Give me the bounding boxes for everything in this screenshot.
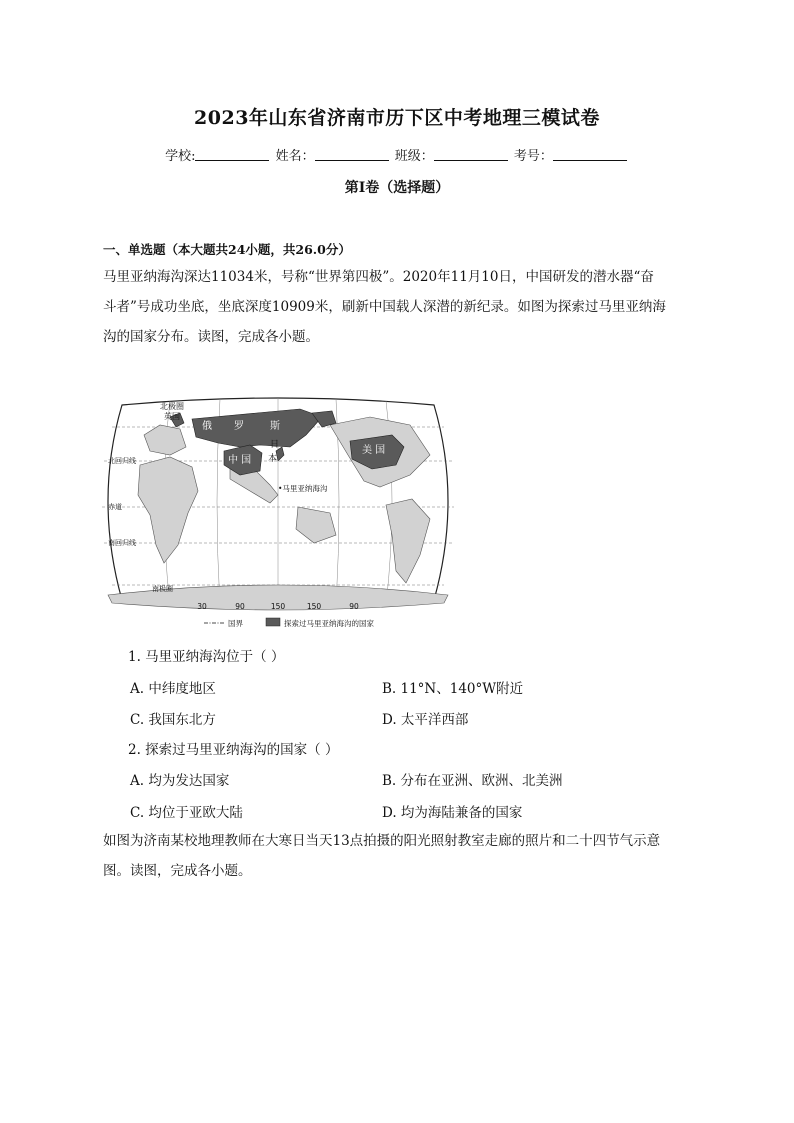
explorers-legend-label: 探索过马里亚纳海沟的国家 xyxy=(284,619,374,628)
volume-heading: 第I卷（选择题） xyxy=(344,180,450,196)
exam-no-label: 考号： xyxy=(513,149,553,164)
question-1-stem: 1. 马里亚纳海沟位于（ ） xyxy=(128,649,285,665)
class-blank[interactable] xyxy=(434,148,508,161)
tropic-capricorn-label: 南回归线 xyxy=(108,539,136,547)
passage-1-line: 沟的国家分布。读图，完成各小题。 xyxy=(103,329,319,345)
page-title: 2023年山东省济南市历下区中考地理三模试卷 xyxy=(194,107,600,129)
japan-label-2: 本 xyxy=(268,454,278,464)
tropic-cancer-label: 北回归线 xyxy=(108,457,136,465)
arctic-circle-label: 北极圈 xyxy=(160,402,184,411)
russia-label-2: 罗 xyxy=(234,421,244,432)
japan-label-1: 日 xyxy=(270,440,280,450)
school-blank[interactable] xyxy=(195,148,269,161)
section-heading: 一、单选题（本大题共24小题，共26.0分） xyxy=(103,242,351,257)
q2-option-b[interactable]: B. 分布在亚洲、欧洲、北美洲 xyxy=(382,773,563,789)
tick-label: 30 xyxy=(197,602,207,611)
china-label: 中 国 xyxy=(228,455,252,466)
world-map-figure xyxy=(100,395,456,635)
russia-label-3: 斯 xyxy=(270,421,280,432)
q1-option-d[interactable]: D. 太平洋西部 xyxy=(382,712,469,728)
russia-label-1: 俄 xyxy=(202,421,212,432)
border-legend-label: 国界 xyxy=(228,619,243,628)
q2-option-c[interactable]: C. 均位于亚欧大陆 xyxy=(130,805,243,821)
passage-1-line: 马里亚纳海沟深达11034米，号称“世界第四极”。2020年11月10日，中国研发的潜水器“奋 xyxy=(103,269,654,285)
question-2-stem: 2. 探索过马里亚纳海沟的国家（ ） xyxy=(128,742,339,758)
class-label: 班级： xyxy=(394,149,434,164)
usa-label: 美 国 xyxy=(362,445,386,456)
q1-option-a[interactable]: A. 中纬度地区 xyxy=(130,681,216,697)
student-info-line xyxy=(0,145,794,164)
name-blank[interactable] xyxy=(315,148,389,161)
tick-label: 150 xyxy=(270,602,286,611)
name-label: 姓名： xyxy=(275,149,315,164)
passage-2-line: 图。读图，完成各小题。 xyxy=(103,863,252,879)
tick-label: 150 xyxy=(306,602,322,611)
school-label: 学校: xyxy=(165,149,196,164)
tick-label: 90 xyxy=(349,602,359,611)
q2-option-d[interactable]: D. 均为海陆兼备的国家 xyxy=(382,805,523,821)
q1-option-c[interactable]: C. 我国东北方 xyxy=(130,712,216,728)
passage-2 xyxy=(103,826,693,886)
explorers-legend-symbol xyxy=(266,618,280,626)
britain-label: 英国 xyxy=(164,412,180,421)
passage-1 xyxy=(103,262,693,352)
q1-option-b[interactable]: B. 11°N、140°W附近 xyxy=(382,681,524,697)
passage-2-line: 如图为济南某校地理教师在大寒日当天13点拍摄的阳光照射教室走廊的照片和二十四节气示意 xyxy=(103,833,661,849)
tick-label: 90 xyxy=(235,602,245,611)
trench-label: •马里亚纳海沟 xyxy=(278,484,328,493)
exam-no-blank[interactable] xyxy=(553,148,627,161)
antarctic-circle-label: 南极圈 xyxy=(152,585,173,593)
q2-option-a[interactable]: A. 均为发达国家 xyxy=(130,773,230,789)
map-legend xyxy=(204,618,374,628)
equator-label: 赤道 xyxy=(108,503,122,511)
passage-1-line: 斗者”号成功坐底，坐底深度10909米，刷新中国载人深潜的新纪录。如图为探索过马里亚纳海 xyxy=(103,299,666,315)
